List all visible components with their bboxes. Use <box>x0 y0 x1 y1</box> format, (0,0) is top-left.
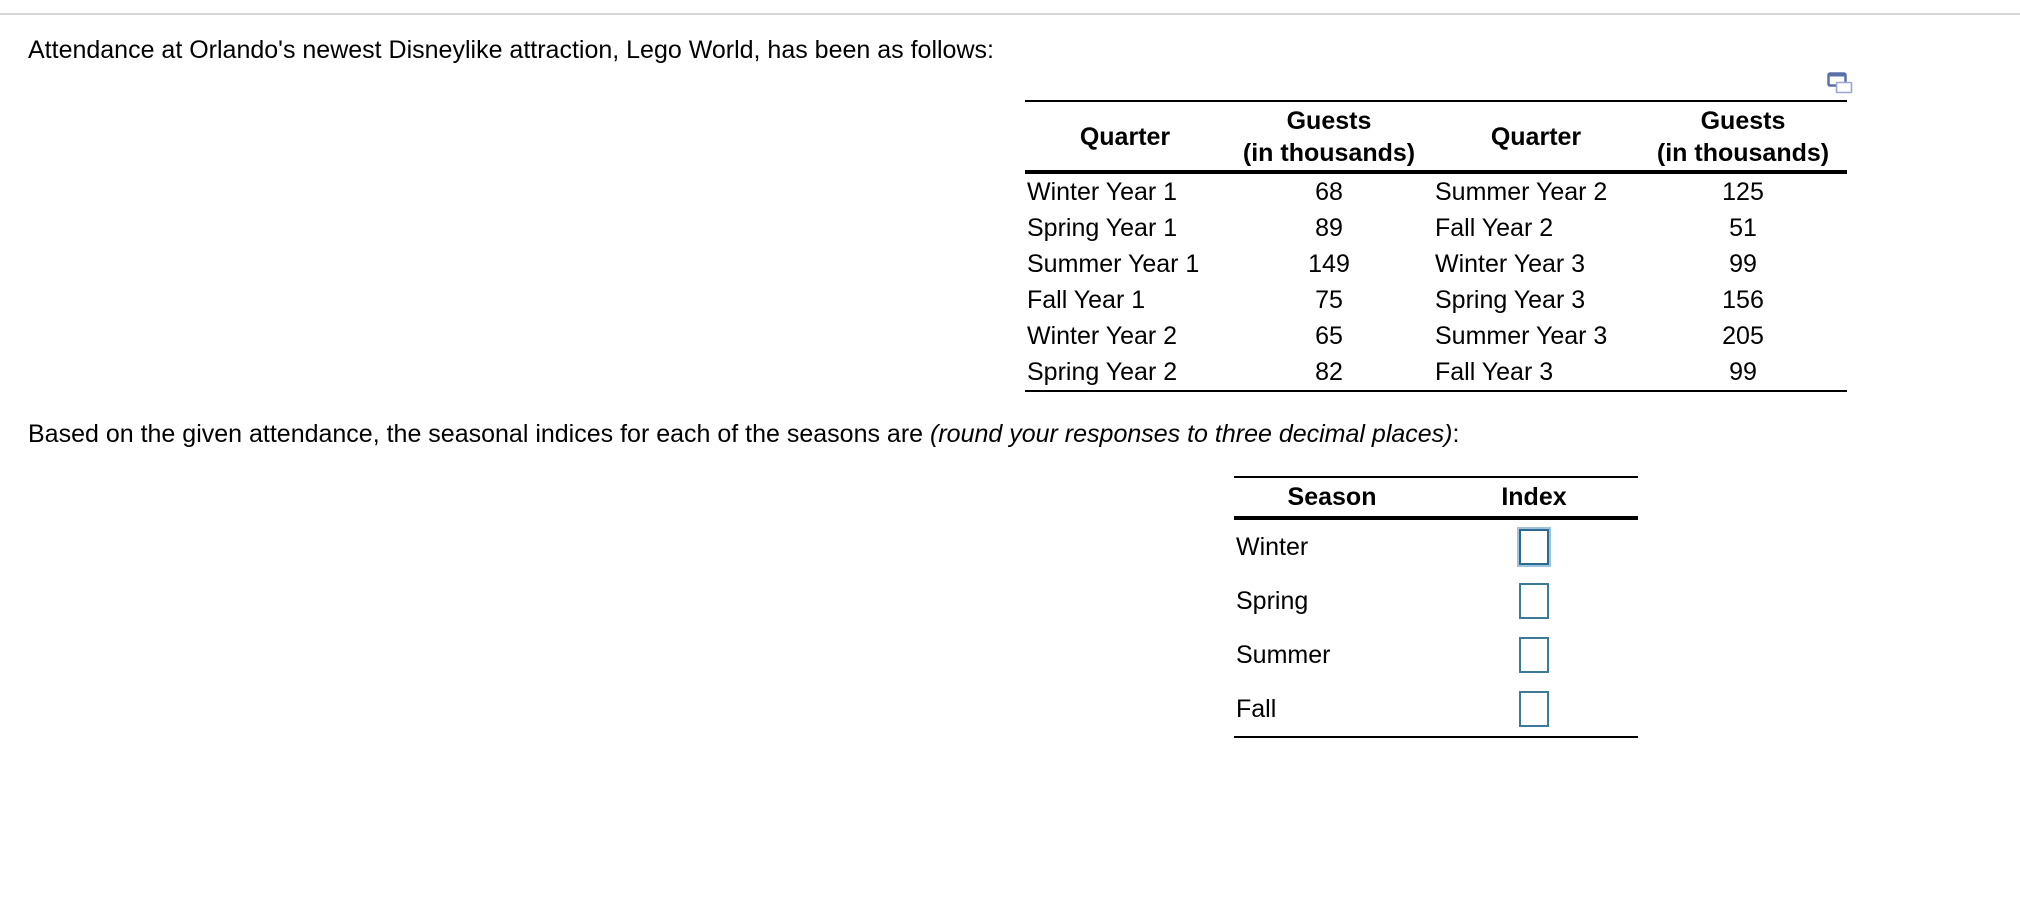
table-row <box>1025 246 1847 282</box>
guests-cell: 65 <box>1315 322 1343 350</box>
spring-index-input[interactable] <box>1519 583 1549 619</box>
guests-cell: 156 <box>1722 286 1764 314</box>
quarter-cell: Spring Year 3 <box>1435 286 1586 314</box>
fall-index-input[interactable] <box>1519 691 1549 727</box>
header-quarter-1: Quarter <box>1079 123 1171 151</box>
quarter-cell: Winter Year 2 <box>1027 322 1178 350</box>
quarter-cell: Winter Year 1 <box>1027 178 1178 206</box>
index-cell <box>1430 682 1638 737</box>
top-divider <box>0 13 2020 15</box>
problem-statement: Attendance at Orlando's newest Disneylike attraction, Lego World, has been as follows: <box>28 36 994 64</box>
prompt-main-text: Based on the given attendance, the seasonal indices for each of the seasons are <box>28 420 931 448</box>
guests-cell: 149 <box>1308 250 1350 278</box>
guests-cell: 99 <box>1729 250 1757 278</box>
table-row <box>1234 682 1638 737</box>
quarter-cell: Winter Year 3 <box>1435 250 1586 278</box>
question-prompt <box>28 418 1459 450</box>
quarter-cell: Fall Year 1 <box>1027 286 1146 314</box>
header-guests-1 <box>1225 101 1433 172</box>
summer-index-input[interactable] <box>1519 637 1549 673</box>
popout-window-icon[interactable] <box>1827 72 1853 94</box>
table-row <box>1234 518 1638 574</box>
table-row <box>1025 282 1847 318</box>
table-row <box>1025 172 1847 210</box>
table-row <box>1025 318 1847 354</box>
guests-cell: 82 <box>1315 358 1343 386</box>
header-guests-line1: Guests <box>1700 107 1786 135</box>
quarter-cell: Summer Year 2 <box>1435 178 1608 206</box>
table-row <box>1025 354 1847 391</box>
guests-cell: 99 <box>1729 358 1757 386</box>
guests-cell: 75 <box>1315 286 1343 314</box>
quarter-cell: Summer Year 1 <box>1027 250 1200 278</box>
table-row <box>1234 628 1638 682</box>
quarter-cell: Spring Year 1 <box>1027 214 1178 242</box>
table-row <box>1025 210 1847 246</box>
guests-cell: 205 <box>1722 322 1764 350</box>
guests-cell: 89 <box>1315 214 1343 242</box>
quarter-cell: Fall Year 3 <box>1435 358 1554 386</box>
season-label: Spring <box>1236 586 1309 615</box>
answer-header-row <box>1234 477 1638 518</box>
header-guests-line1: Guests <box>1286 107 1372 135</box>
index-cell <box>1430 628 1638 682</box>
quarter-cell: Spring Year 2 <box>1027 358 1178 386</box>
seasonal-index-table <box>1234 476 1638 738</box>
header-guests-line2: (in thousands) <box>1656 139 1830 167</box>
season-label: Winter <box>1236 532 1309 561</box>
season-label: Fall <box>1236 694 1277 723</box>
prompt-rounding-instruction: (round your responses to three decimal places) <box>930 420 1453 448</box>
header-season: Season <box>1287 483 1377 511</box>
index-cell <box>1430 518 1638 574</box>
winter-index-input[interactable] <box>1519 529 1549 565</box>
prompt-suffix: : <box>1452 420 1460 448</box>
guests-cell: 68 <box>1315 178 1343 206</box>
season-label: Summer <box>1236 640 1331 669</box>
guests-cell: 51 <box>1729 214 1757 242</box>
guests-cell: 125 <box>1722 178 1764 206</box>
table-row <box>1234 574 1638 628</box>
attendance-table <box>1025 100 1847 392</box>
quarter-cell: Fall Year 2 <box>1435 214 1554 242</box>
index-cell <box>1430 574 1638 628</box>
header-guests-2 <box>1639 101 1847 172</box>
header-guests-line2: (in thousands) <box>1242 139 1416 167</box>
header-quarter-2: Quarter <box>1490 123 1582 151</box>
header-index: Index <box>1501 483 1567 511</box>
quarter-cell: Summer Year 3 <box>1435 322 1608 350</box>
attendance-header-row <box>1025 101 1847 172</box>
